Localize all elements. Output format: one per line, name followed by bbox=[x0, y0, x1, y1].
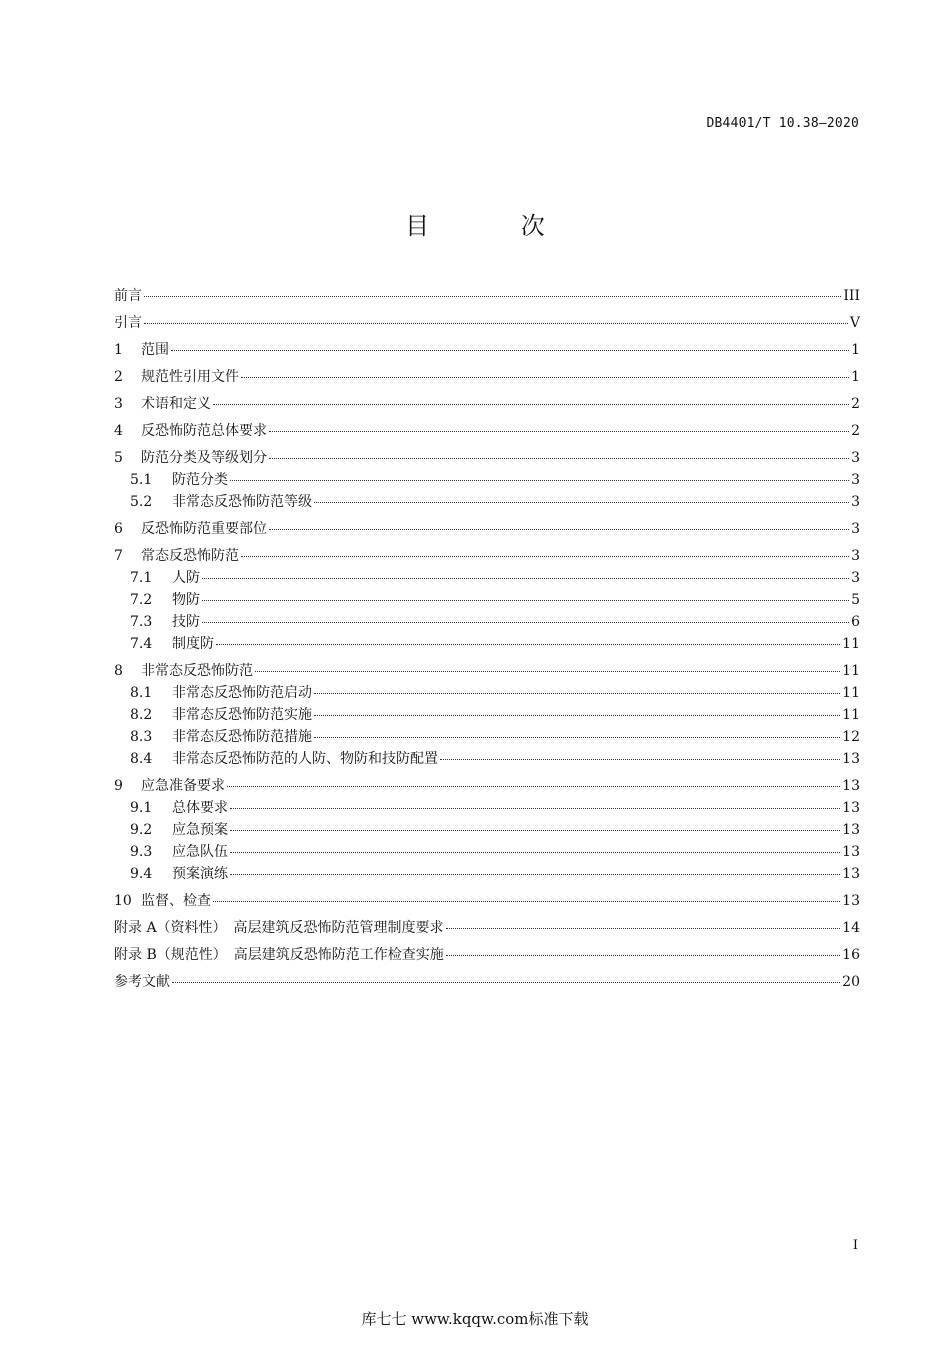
toc-label: 非常态反恐怖防范 bbox=[141, 663, 253, 679]
toc-leader-dots bbox=[144, 295, 841, 297]
toc-number: 3 bbox=[114, 396, 123, 412]
toc-entry[interactable] bbox=[114, 589, 860, 611]
toc-page-number: 3 bbox=[851, 450, 860, 466]
toc-page-number: 16 bbox=[842, 947, 860, 963]
toc-page-number: 12 bbox=[842, 729, 860, 745]
toc-number: 9.2 bbox=[130, 822, 153, 838]
toc-page-number: 11 bbox=[842, 707, 860, 723]
toc-leader-dots bbox=[172, 981, 840, 983]
toc-page-number: 13 bbox=[842, 778, 860, 794]
toc-entry[interactable] bbox=[114, 545, 860, 567]
toc-label: 防范分类及等级划分 bbox=[141, 450, 267, 466]
toc-label: 人防 bbox=[172, 570, 200, 586]
toc-number: 9.1 bbox=[130, 800, 153, 816]
toc-page-number: 11 bbox=[842, 685, 860, 701]
toc-page-number: 20 bbox=[842, 974, 860, 990]
toc-entry[interactable] bbox=[114, 917, 860, 939]
toc-label: 非常态反恐怖防范措施 bbox=[172, 729, 312, 745]
toc-page-number: 11 bbox=[842, 636, 860, 652]
toc-leader-dots bbox=[230, 851, 840, 853]
toc-label: 术语和定义 bbox=[141, 396, 211, 412]
toc-label: 应急预案 bbox=[172, 822, 228, 838]
toc-label: 非常态反恐怖防范的人防、物防和技防配置 bbox=[172, 751, 438, 767]
toc-leader-dots bbox=[202, 621, 849, 623]
toc-entry[interactable] bbox=[114, 339, 860, 361]
toc-leader-dots bbox=[216, 643, 840, 645]
toc-number: 7 bbox=[114, 548, 123, 564]
toc-number: 5 bbox=[114, 450, 123, 466]
toc-page-number: 11 bbox=[842, 663, 860, 679]
toc-number: 8.2 bbox=[130, 707, 153, 723]
toc-entry[interactable] bbox=[114, 748, 860, 770]
toc-page-number: 2 bbox=[851, 423, 860, 439]
toc-label: 制度防 bbox=[172, 636, 214, 652]
toc-leader-dots bbox=[314, 714, 840, 716]
toc-leader-dots bbox=[314, 692, 840, 694]
toc-number: 9.4 bbox=[130, 866, 153, 882]
toc-entry[interactable] bbox=[114, 660, 860, 682]
toc-leader-dots bbox=[144, 322, 848, 324]
toc-entry[interactable] bbox=[114, 971, 860, 993]
toc-page-number: 3 bbox=[851, 548, 860, 564]
toc-label: 反恐怖防范总体要求 bbox=[141, 423, 267, 439]
toc-entry[interactable] bbox=[114, 633, 860, 655]
toc-number: 2 bbox=[114, 369, 123, 385]
toc-number: 4 bbox=[114, 423, 123, 439]
toc-leader-dots bbox=[241, 376, 849, 378]
toc-leader-dots bbox=[269, 430, 849, 432]
toc-page-number: 3 bbox=[851, 472, 860, 488]
toc-leader-dots bbox=[446, 954, 840, 956]
toc-page-number: 13 bbox=[842, 822, 860, 838]
toc-number: 6 bbox=[114, 521, 123, 537]
toc-page-number: 1 bbox=[851, 342, 860, 358]
toc-entry[interactable] bbox=[114, 726, 860, 748]
toc-number: 5.2 bbox=[130, 494, 153, 510]
toc-entry[interactable] bbox=[114, 567, 860, 589]
toc-page-number: 2 bbox=[851, 396, 860, 412]
toc-leader-dots bbox=[269, 528, 849, 530]
toc-number: 9.3 bbox=[130, 844, 153, 860]
toc-leader-dots bbox=[202, 599, 849, 601]
toc-page-number: 5 bbox=[851, 592, 860, 608]
toc-leader-dots bbox=[227, 785, 840, 787]
table-of-contents bbox=[114, 285, 860, 993]
toc-leader-dots bbox=[255, 670, 840, 672]
toc-leader-dots bbox=[202, 577, 849, 579]
toc-leader-dots bbox=[230, 829, 840, 831]
toc-entry[interactable] bbox=[114, 775, 860, 797]
toc-label: 范围 bbox=[141, 342, 169, 358]
toc-label: 规范性引用文件 bbox=[141, 369, 239, 385]
toc-leader-dots bbox=[213, 900, 840, 902]
toc-entry[interactable] bbox=[114, 704, 860, 726]
toc-entry[interactable] bbox=[114, 611, 860, 633]
toc-entry[interactable] bbox=[114, 447, 860, 469]
toc-page-number: 3 bbox=[851, 521, 860, 537]
toc-label: 前言 bbox=[114, 288, 142, 304]
toc-label: 应急准备要求 bbox=[141, 778, 225, 794]
toc-page-number: III bbox=[843, 288, 860, 304]
toc-label: 总体要求 bbox=[172, 800, 228, 816]
toc-entry[interactable] bbox=[114, 491, 860, 513]
toc-label: 物防 bbox=[172, 592, 200, 608]
toc-entry[interactable] bbox=[114, 393, 860, 415]
toc-entry[interactable] bbox=[114, 819, 860, 841]
toc-label: 附录 A（资料性） 高层建筑反恐怖防范管理制度要求 bbox=[114, 920, 444, 936]
toc-number: 7.1 bbox=[130, 570, 153, 586]
toc-entry[interactable] bbox=[114, 312, 860, 334]
toc-number: 5.1 bbox=[130, 472, 153, 488]
toc-number: 1 bbox=[114, 342, 123, 358]
toc-entry[interactable] bbox=[114, 944, 860, 966]
toc-number: 8.1 bbox=[130, 685, 153, 701]
toc-leader-dots bbox=[213, 403, 849, 405]
toc-label: 参考文献 bbox=[114, 974, 170, 990]
toc-leader-dots bbox=[230, 807, 840, 809]
toc-page-number: 3 bbox=[851, 494, 860, 510]
toc-entry[interactable] bbox=[114, 890, 860, 912]
toc-page-number: 13 bbox=[842, 893, 860, 909]
toc-number: 8.4 bbox=[130, 751, 153, 767]
toc-page-number: 1 bbox=[851, 369, 860, 385]
toc-entry[interactable] bbox=[114, 682, 860, 704]
toc-leader-dots bbox=[171, 349, 849, 351]
toc-label: 预案演练 bbox=[172, 866, 228, 882]
toc-page-number: 13 bbox=[842, 844, 860, 860]
toc-number: 9 bbox=[114, 778, 123, 794]
toc-label: 非常态反恐怖防范等级 bbox=[172, 494, 312, 510]
toc-entry[interactable] bbox=[114, 469, 860, 491]
page-number: I bbox=[852, 1238, 858, 1253]
toc-label: 常态反恐怖防范 bbox=[141, 548, 239, 564]
toc-entry[interactable] bbox=[114, 285, 860, 307]
toc-label: 监督、检查 bbox=[141, 893, 211, 909]
toc-leader-dots bbox=[230, 479, 849, 481]
toc-label: 附录 B（规范性） 高层建筑反恐怖防范工作检查实施 bbox=[114, 947, 444, 963]
toc-number: 10 bbox=[114, 893, 132, 909]
toc-label: 非常态反恐怖防范启动 bbox=[172, 685, 312, 701]
toc-leader-dots bbox=[230, 873, 840, 875]
toc-page-number: 6 bbox=[851, 614, 860, 630]
toc-entry[interactable] bbox=[114, 420, 860, 442]
toc-leader-dots bbox=[269, 457, 849, 459]
toc-leader-dots bbox=[314, 736, 840, 738]
footer-note: 库七七 www.kqqw.com标准下载 bbox=[361, 1310, 589, 1328]
toc-page-number: 13 bbox=[842, 866, 860, 882]
toc-page-number: 3 bbox=[851, 570, 860, 586]
toc-label: 引言 bbox=[114, 315, 142, 331]
toc-number: 8.3 bbox=[130, 729, 153, 745]
toc-entry[interactable] bbox=[114, 863, 860, 885]
page-title: 目 次 bbox=[405, 212, 587, 240]
toc-number: 8 bbox=[114, 663, 123, 679]
toc-page-number: V bbox=[849, 315, 860, 331]
toc-label: 技防 bbox=[172, 614, 200, 630]
toc-number: 7.3 bbox=[130, 614, 153, 630]
toc-entry[interactable] bbox=[114, 797, 860, 819]
toc-number: 7.2 bbox=[130, 592, 153, 608]
toc-label: 非常态反恐怖防范实施 bbox=[172, 707, 312, 723]
document-code: DB4401/T 10.38—2020 bbox=[706, 116, 859, 131]
toc-label: 应急队伍 bbox=[172, 844, 228, 860]
toc-leader-dots bbox=[241, 555, 849, 557]
toc-label: 反恐怖防范重要部位 bbox=[141, 521, 267, 537]
toc-leader-dots bbox=[440, 758, 840, 760]
toc-page-number: 13 bbox=[842, 751, 860, 767]
toc-entry[interactable] bbox=[114, 518, 860, 540]
toc-number: 7.4 bbox=[130, 636, 153, 652]
toc-label: 防范分类 bbox=[172, 472, 228, 488]
toc-leader-dots bbox=[446, 927, 841, 929]
toc-leader-dots bbox=[314, 501, 849, 503]
toc-entry[interactable] bbox=[114, 366, 860, 388]
toc-entry[interactable] bbox=[114, 841, 860, 863]
toc-page-number: 14 bbox=[842, 920, 860, 936]
toc-page-number: 13 bbox=[842, 800, 860, 816]
